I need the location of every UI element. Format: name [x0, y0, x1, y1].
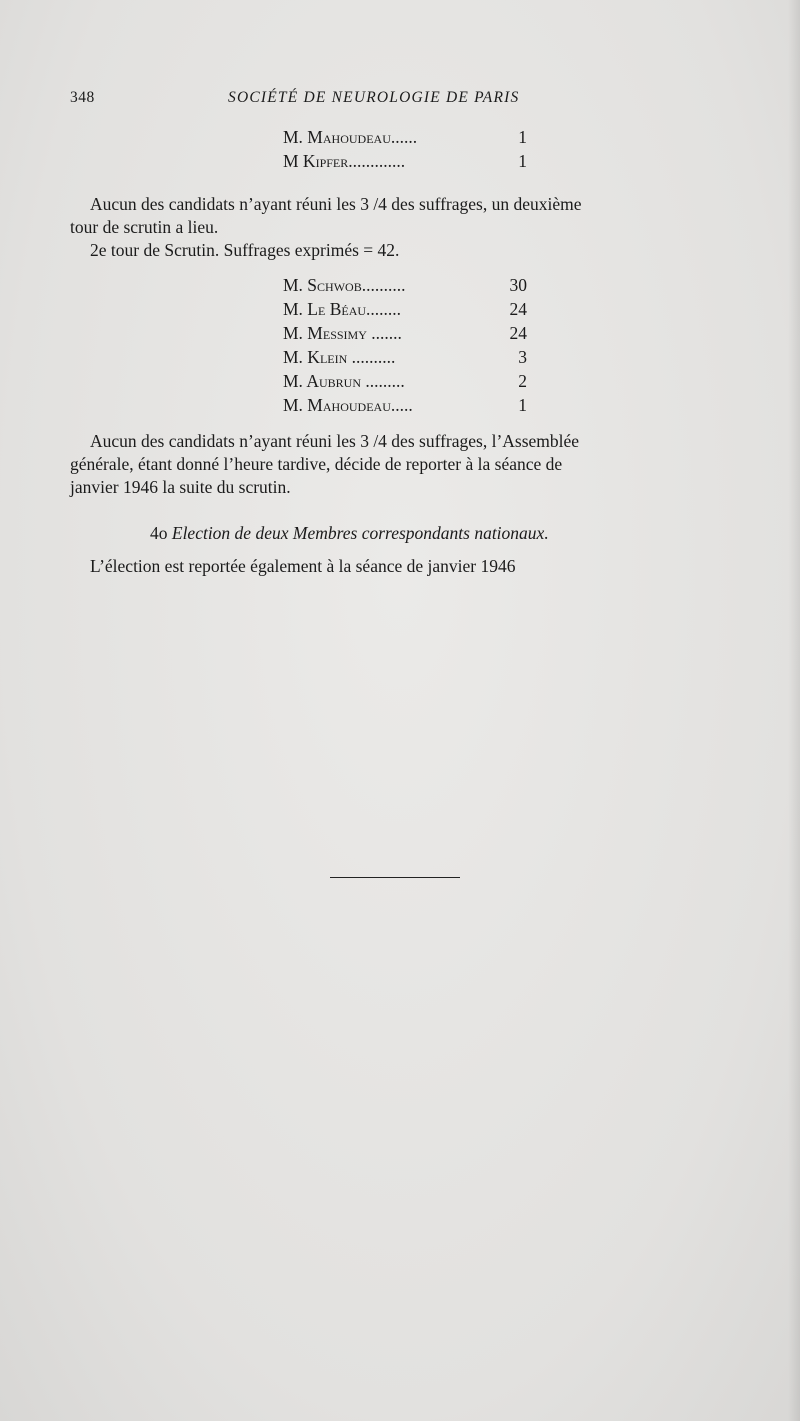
- vote-count: 1: [518, 151, 527, 171]
- second-round-results: [283, 273, 543, 417]
- second-round-line: 2e tour de Scrutin. Suffrages exprimés = 42.: [90, 240, 400, 260]
- page-number: 348: [70, 89, 95, 106]
- paragraph-postponement: [70, 430, 738, 499]
- first-round-results: [283, 125, 543, 173]
- vote-count: 24: [509, 323, 527, 343]
- vote-count: 3: [518, 347, 527, 367]
- vote-row: [283, 297, 543, 321]
- page-edge-shadow: [788, 0, 800, 1421]
- candidate-name: M. Mahoudeau.....: [283, 395, 413, 415]
- second-round-heading: [90, 239, 758, 262]
- vote-row: [283, 345, 543, 369]
- vote-row: [283, 321, 543, 345]
- vote-count: 24: [509, 299, 527, 319]
- vote-count: 30: [509, 275, 527, 295]
- vote-row: [283, 125, 543, 149]
- candidate-name: M Kipfer.............: [283, 151, 406, 171]
- section-number: 4o: [150, 523, 168, 543]
- vote-count: 1: [518, 127, 527, 147]
- vote-row: [283, 369, 543, 393]
- vote-row: [283, 393, 543, 417]
- paragraph-line: Aucun des candidats n’ayant réuni les 3 /4 des suffrages, un deuxième: [90, 194, 582, 214]
- vote-row: [283, 149, 543, 173]
- paragraph-line: tour de scrutin a lieu.: [70, 217, 219, 237]
- section-heading: [150, 523, 549, 544]
- candidate-name: M. Mahoudeau......: [283, 127, 418, 147]
- paragraph-line: Aucun des candidats n’ayant réuni les 3 /4 des suffrages, l’Assemblée: [90, 431, 580, 451]
- candidate-name: M. Schwob..........: [283, 275, 406, 295]
- candidate-name: M. Messimy .......: [283, 323, 402, 343]
- running-title: SOCIÉTÉ DE NEUROLOGIE DE PARIS: [228, 89, 520, 106]
- end-rule: [330, 877, 460, 878]
- section-title: Election de deux Membres correspondants nationaux.: [171, 523, 549, 543]
- candidate-name: M. Klein ..........: [283, 347, 396, 367]
- vote-row: [283, 273, 543, 297]
- paragraph-line: janvier 1946 la suite du scrutin.: [70, 477, 291, 497]
- vote-count: 1: [518, 395, 527, 415]
- candidate-name: M. Aubrun .........: [283, 371, 405, 391]
- closing-sentence: L’élection est reportée également à la séance de janvier 1946: [90, 556, 516, 576]
- paragraph-line: générale, étant donné l’heure tardive, décide de reporter à la séance de: [70, 454, 563, 474]
- paragraph-second-round-notice: [70, 193, 738, 239]
- page-header: [70, 89, 590, 115]
- candidate-name: M. Le Béau........: [283, 299, 402, 319]
- vote-count: 2: [518, 371, 527, 391]
